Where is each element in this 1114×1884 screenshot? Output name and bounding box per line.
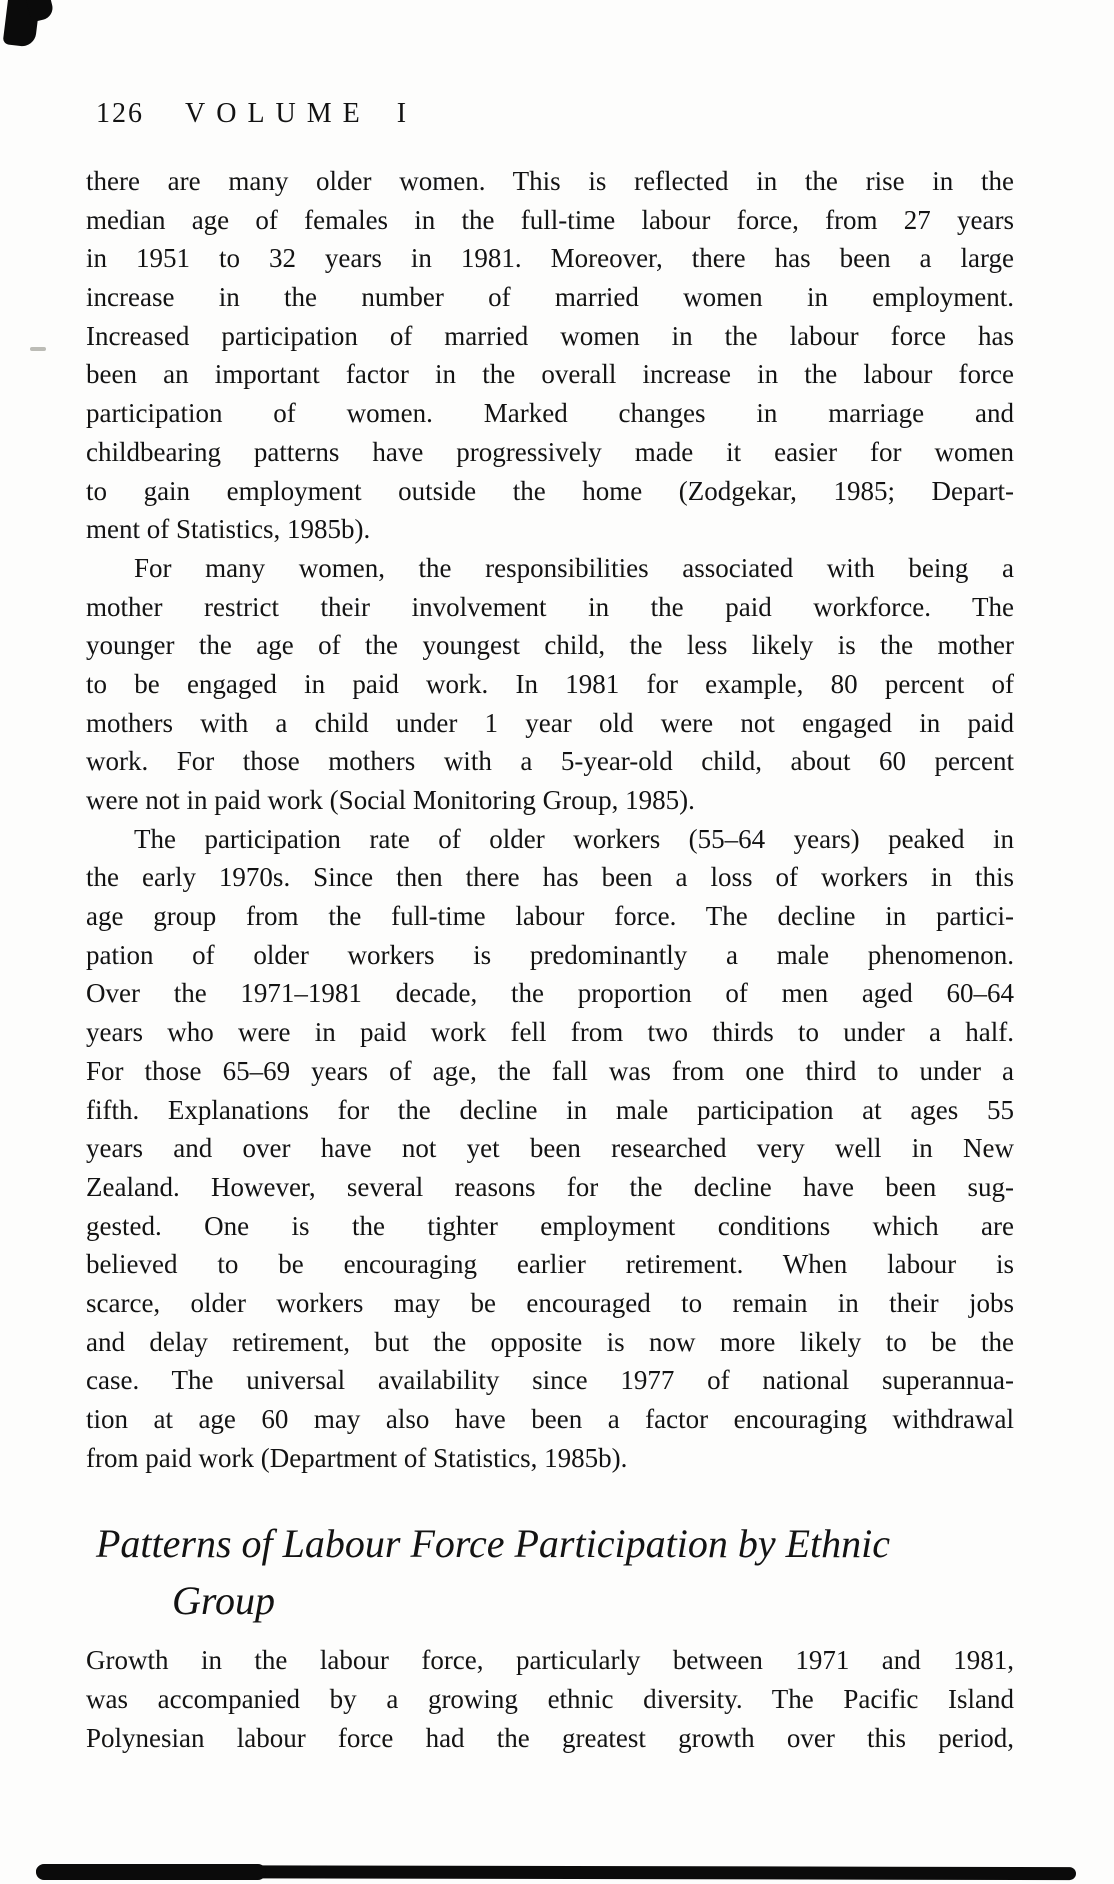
text-line: case. The universal availability since 1977 of national superannua- (86, 1365, 1014, 1396)
text-line: believed to be encouraging earlier retirement. When labour is (86, 1249, 1014, 1280)
text-line: The participation rate of older workers (55–64 years) peaked in (134, 823, 1014, 854)
text-line: Growth in the labour force, particularly between 1971 and 1981, (86, 1645, 1014, 1676)
text-line: scarce, older workers may be encouraged to remain in their jobs (86, 1287, 1014, 1318)
text-line: fifth. Explanations for the decline in male participation at ages 55 (86, 1094, 1014, 1125)
paragraph (86, 162, 1014, 549)
text-line: younger the age of the youngest child, the less likely is the mother (86, 630, 1014, 661)
text-line: to be engaged in paid work. In 1981 for example, 80 percent of (86, 668, 1014, 699)
section-heading (86, 1515, 1014, 1629)
text-line: childbearing patterns have progressively made it easier for women (86, 436, 1014, 467)
text-line: years and over have not yet been researched very well in New (86, 1133, 1014, 1164)
text-line: ment of Statistics, 1985b). (86, 514, 371, 545)
text-line: increase in the number of married women in employment. (86, 282, 1014, 313)
text-line: years who were in paid work fell from two thirds to under a half. (86, 1017, 1014, 1048)
text-line: were not in paid work (Social Monitoring Group, 1985). (86, 785, 695, 815)
text-line: was accompanied by a growing ethnic diversity. The Pacific Island (86, 1684, 1014, 1715)
text-line: gested. One is the tighter employment conditions which are (86, 1210, 1014, 1241)
section-heading-line1: Patterns of Labour Force Participation by Ethnic (96, 1521, 890, 1567)
text-line: pation of older workers is predominantly a male phenomenon. (86, 939, 1014, 970)
text-line: participation of women. Marked changes in marriage and (86, 398, 1014, 429)
text-line: age group from the full-time labour force. The decline in partici- (86, 901, 1014, 932)
text-line: been an important factor in the overall increase in the labour force (86, 359, 1014, 390)
section-heading-line2: Group (172, 1578, 275, 1624)
page-number: 126 (96, 98, 144, 129)
text-line: in 1951 to 32 years in 1981. Moreover, there has been a large (86, 243, 1014, 274)
text-line: there are many older women. This is reflected in the rise in the (86, 166, 1014, 196)
text-line: Over the 1971–1981 decade, the proportion of men aged 60–64 (86, 978, 1014, 1009)
ink-smudge-bottom-bar-left (36, 1864, 266, 1880)
text-line: to gain employment outside the home (Zodgekar, 1985; Depart- (86, 475, 1014, 506)
faint-margin-dash (30, 347, 46, 351)
body-paragraphs (86, 162, 1014, 1477)
text-line: work. For those mothers with a 5-year-old child, about 60 percent (86, 746, 1014, 777)
text-line: from paid work (Department of Statistics, 1985b). (86, 1442, 628, 1473)
text-line: and delay retirement, but the opposite is now more likely to be the (86, 1326, 1014, 1357)
text-line: Zealand. However, several reasons for the decline have been sug- (86, 1171, 1014, 1202)
running-header (96, 97, 417, 131)
text-line: median age of females in the full-time labour force, from 27 years (86, 204, 1014, 235)
text-line: For many women, the responsibilities associated with being a (134, 552, 1014, 583)
text-line: tion at age 60 may also have been a factor encouraging withdrawal (86, 1404, 1014, 1434)
paragraph (86, 1641, 1014, 1757)
text-line: Polynesian labour force had the greatest growth over this period, (86, 1722, 1014, 1753)
text-line: mothers with a child under 1 year old were not engaged in paid (86, 707, 1014, 738)
text-line: the early 1970s. Since then there has been a loss of workers in this (86, 862, 1014, 893)
closing-paragraphs (86, 1641, 1014, 1757)
volume-title: VOLUME I (185, 98, 418, 129)
text-line: For those 65–69 years of age, the fall was from one third to under a (86, 1055, 1014, 1086)
paragraph (86, 549, 1014, 820)
text-line: Increased participation of married women in the labour force has (86, 320, 1014, 351)
paragraph (86, 820, 1014, 1478)
text-line: mother restrict their involvement in the paid workforce. The (86, 591, 1014, 622)
page-body (86, 162, 1014, 1757)
